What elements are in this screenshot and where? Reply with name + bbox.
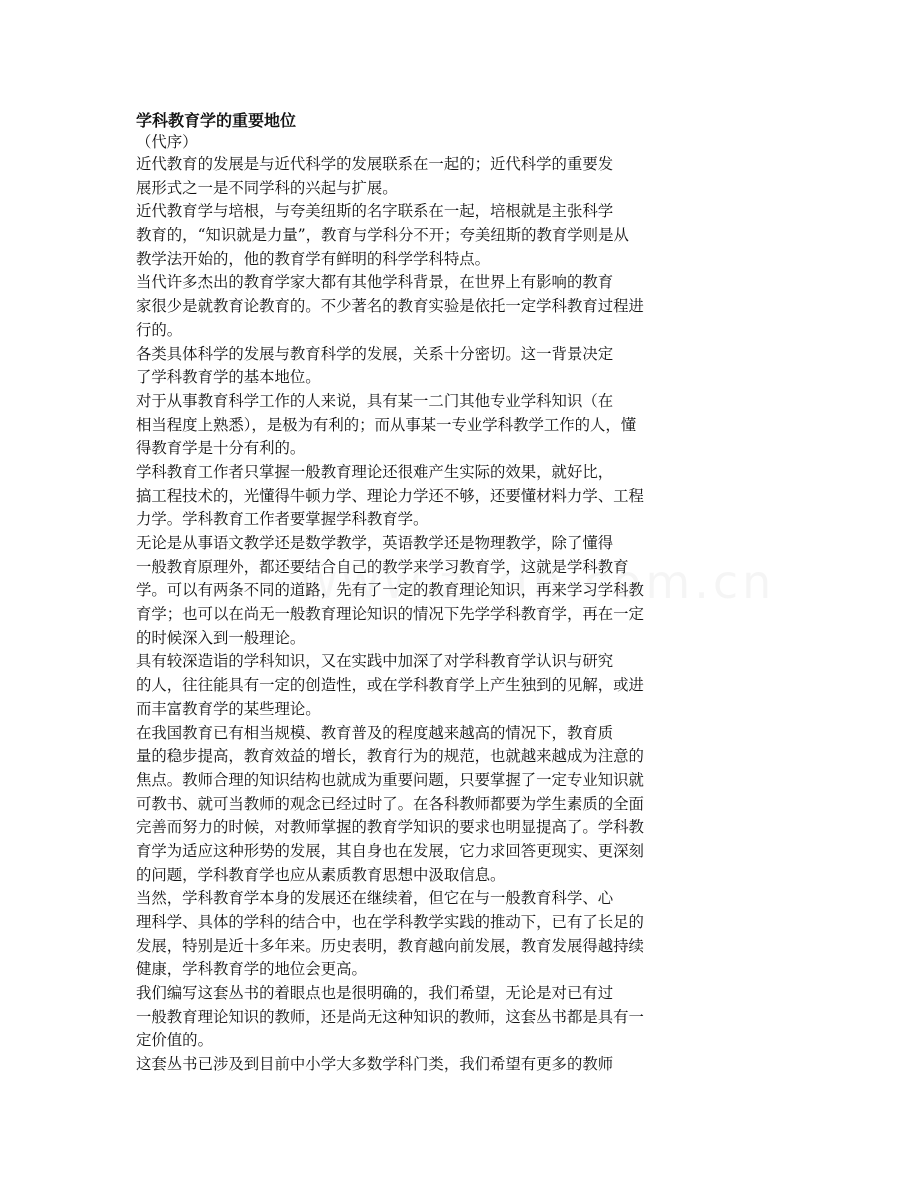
text-line: 这套丛书已涉及到目前中小学大多数学科门类，我们希望有更多的教师 — [136, 1055, 614, 1074]
text-line: 各类具体科学的发展与教育科学的发展，关系十分密切。这一背景决定 — [136, 344, 614, 363]
text-line: 一般教育原理外，都还要结合自己的教学来学习教育学，这就是学科教育 — [136, 557, 629, 576]
text-line: 焦点。教师合理的知识结构也就成为重要问题，只要掌握了一定专业知识就 — [136, 770, 644, 789]
text-line: 当代许多杰出的教育学家大都有其他学科背景，在世界上有影响的教育 — [136, 273, 614, 292]
text-line: 无论是从事语文教学还是数学教学，英语教学还是物理教学，除了懂得 — [136, 534, 614, 552]
text-line: 近代教育的发展是与近代科学的发展联系在一起的；近代科学的重要发 — [136, 155, 614, 173]
text-line: 学科教育工作者只掌握一般教育理论还很难产生实际的效果，就好比， — [136, 462, 614, 481]
text-line: 了学科教育学的基本地位。 — [136, 368, 321, 387]
text-line: 我们编写这套丛书的着眼点也是很明确的，我们希望，无论是对已有过 — [136, 984, 614, 1003]
text-line: 搞工程技术的，光懂得牛顿力学、理论力学还不够，还要懂材料力学、工程 — [136, 486, 644, 505]
text-line: 力学。学科教育工作者要掌握学科教育学。 — [136, 510, 429, 529]
document-subtitle: （代序） — [136, 133, 198, 151]
text-line: 量的稳步提高，教育效益的增长，教育行为的规范，也就越来越成为注意的 — [136, 747, 644, 766]
text-line: 的问题，学科教育学也应从素质教育思想中汲取信息。 — [136, 865, 506, 884]
text-line: 育学；也可以在尚无一般教育理论知识的情况下先学学科教育学，再在一定 — [136, 605, 644, 624]
document-body — [136, 110, 746, 1077]
text-line: 教育的，“知识就是力量”，教育与学科分不开；夸美纽斯的教育学则是从 — [136, 226, 629, 245]
text-line: 一般教育理论知识的教师，还是尚无这种知识的教师，这套丛书都是具有一 — [136, 1007, 644, 1026]
text-line: 健康，学科教育学的地位会更高。 — [136, 960, 367, 979]
text-line: 在我国教育已有相当规模、教育普及的程度越来越高的情况下，教育质 — [136, 723, 614, 742]
text-line: 育学为适应这种形势的发展，其自身也在发展，它力求回答更现实、更深刻 — [136, 841, 644, 860]
text-line: 学。可以有两条不同的道路，先有了一定的教育理论知识，再来学习学科教 — [136, 581, 644, 600]
text-line: 得教育学是十分有利的。 — [136, 439, 306, 458]
document-title: 学科教育学的重要地位 — [136, 111, 297, 130]
text-line: 教学法开始的，他的教育学有鲜明的科学学科特点。 — [136, 249, 490, 268]
text-line: 家很少是就教育论教育的。不少著名的教育实验是依托一定学科教育过程进 — [136, 297, 644, 316]
text-line: 行的。 — [136, 320, 183, 339]
text-line: 完善而努力的时候，对教师掌握的教育学知识的要求也明显提高了。学科教 — [136, 818, 644, 837]
text-line: 的人，往往能具有一定的创造性，或在学科教育学上产生独到的见解，或进 — [136, 676, 644, 695]
text-line: 发展，特别是近十多年来。历史表明，教育越向前发展，教育发展得越持续 — [136, 936, 644, 955]
text-line: 定价值的。 — [136, 1031, 213, 1050]
text-line: 近代教育学与培根，与夸美纽斯的名字联系在一起，培根就是主张科学 — [136, 202, 614, 221]
text-line: 当然，学科教育学本身的发展还在继续着，但它在与一般教育科学、心 — [136, 889, 614, 908]
text-line: 的时候深入到一般理论。 — [136, 628, 306, 647]
text-line: 可教书、就可当教师的观念已经过时了。在各科教师都要为学生素质的全面 — [136, 794, 644, 813]
text-line: 理科学、具体的学科的结合中，也在学科教学实践的推动下，已有了长足的 — [136, 913, 644, 931]
text-line: 相当程度上熟悉），是极为有利的；而从事某一专业学科教学工作的人，懂 — [136, 415, 637, 434]
text-line: 对于从事教育科学工作的人来说，具有某一二门其他专业学科知识（在 — [136, 391, 614, 410]
text-line: 展形式之一是不同学科的兴起与扩展。 — [136, 178, 398, 197]
text-lines — [136, 153, 746, 1077]
text-line: 而丰富教育学的某些理论。 — [136, 699, 321, 718]
text-line: 具有较深造诣的学科知识，又在实践中加深了对学科教育学认识与研究 — [136, 652, 614, 671]
